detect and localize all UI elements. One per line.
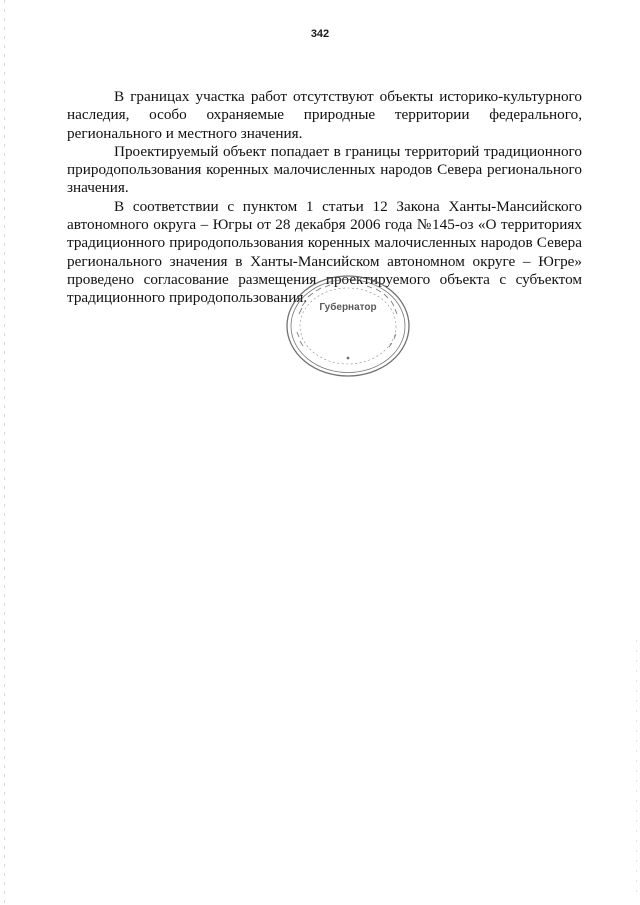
scan-edge-right [636, 640, 637, 900]
paragraph-territory: Проектируемый объект попадает в границы территорий традиционного природопользования коренных малочисленных народов Севера регионального значения. [67, 142, 582, 197]
page-number: 342 [310, 28, 330, 40]
governor-stamp [283, 270, 413, 380]
stamp-center-text: Губернатор [319, 302, 377, 313]
stamp-seal-icon [283, 270, 413, 380]
paragraph-heritage: В границах участка работ отсутствуют объекты историко-культурного наследия, особо охраняемые природные территории федерального, регионального и местного значения. [67, 88, 582, 142]
paragraph-agreement: В соответствии с пунктом 1 статьи 12 Закона Ханты-Мансийского автономного округа – Югры от 28 декабря 2006 года №145-оз «О территориях традиционного природопользования коренных малочисленных народов Севера регионального значения в Ханты-Мансийском автономном округе – Югре» проведено согласование размещения проектируемого объекта с субъектом традиционного природопользования. [67, 197, 582, 307]
scan-edge-left [4, 0, 5, 905]
